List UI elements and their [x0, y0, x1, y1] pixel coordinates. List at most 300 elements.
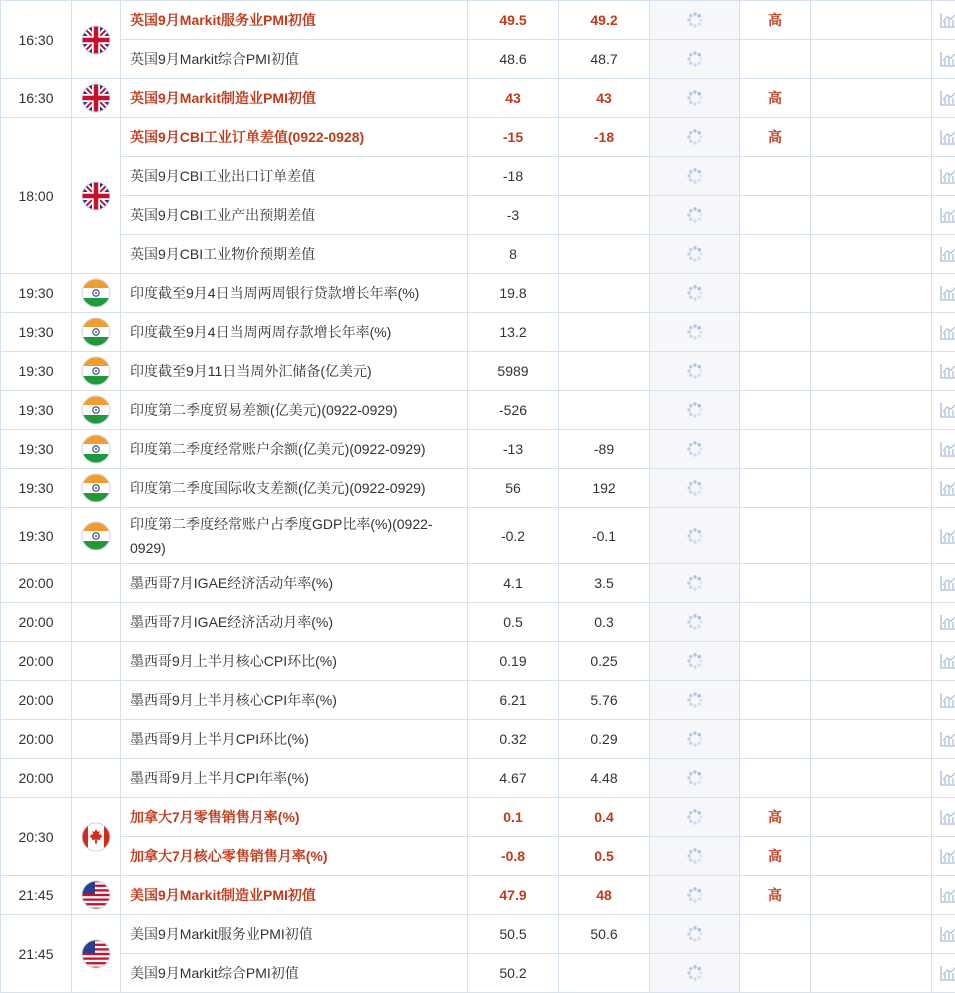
chart-icon[interactable] [939, 808, 955, 824]
loading-spinner-icon [686, 964, 704, 980]
event-name[interactable] [121, 235, 468, 274]
forecast-value [559, 681, 650, 720]
event-time [1, 79, 72, 118]
event-time-text: 19:30 [18, 324, 54, 340]
event-name-text[interactable]: 英国9月Markit制造业PMI初值 [130, 90, 316, 106]
event-name-text[interactable]: 英国9月CBI工业订单差值(0922-0928) [130, 129, 365, 145]
event-time-text: 20:00 [18, 692, 54, 708]
chart-icon[interactable] [939, 769, 955, 785]
chart-link[interactable] [932, 798, 955, 837]
event-time-text: 19:30 [18, 527, 54, 544]
table-row [1, 274, 955, 313]
forecast-value-text: 0.25 [590, 653, 618, 669]
loading-spinner-icon [686, 11, 704, 27]
event-name[interactable] [121, 313, 468, 352]
importance-label: 高 [768, 129, 782, 145]
event-time-text: 19:30 [18, 363, 54, 379]
actual-value-pending [650, 564, 740, 603]
india-flag-icon [81, 440, 111, 456]
event-name[interactable] [121, 837, 468, 876]
country-flag-cell [72, 313, 121, 352]
loading-spinner-icon [686, 526, 704, 542]
country-flag-cell [72, 469, 121, 508]
us-flag-icon [81, 944, 111, 960]
interpretation-cell [811, 313, 932, 352]
chart-icon[interactable] [939, 652, 955, 668]
event-name[interactable] [121, 603, 468, 642]
interpretation-cell [811, 196, 932, 235]
loading-spinner-icon [686, 284, 704, 300]
event-name-text[interactable]: 印度截至9月11日当周外汇储备(亿美元) [130, 363, 372, 379]
forecast-value-text: -89 [593, 441, 615, 457]
event-time [1, 798, 72, 876]
forecast-value [559, 876, 650, 915]
previous-value-text: -15 [502, 129, 524, 145]
chart-icon[interactable] [939, 245, 955, 261]
chart-icon[interactable] [939, 964, 955, 980]
chart-link[interactable] [932, 79, 955, 118]
loading-spinner-icon [686, 652, 704, 668]
event-name-text[interactable]: 印度截至9月4日当周两周存款增长年率(%) [130, 324, 392, 340]
event-name-text[interactable]: 墨西哥7月IGAE经济活动月率(%) [130, 614, 334, 630]
actual-value-pending [650, 391, 740, 430]
forecast-value [559, 469, 650, 508]
event-name[interactable] [121, 954, 468, 993]
actual-value-pending [650, 759, 740, 798]
country-flag-cell [72, 79, 121, 118]
event-name[interactable] [121, 157, 468, 196]
event-name-text[interactable]: 墨西哥9月上半月CPI环比(%) [130, 731, 309, 747]
event-time-text: 20:00 [18, 770, 54, 786]
forecast-value [559, 603, 650, 642]
event-name-text[interactable]: 英国9月CBI工业物价预期差值 [130, 246, 316, 262]
previous-value-text: 49.5 [499, 12, 527, 28]
previous-value [468, 759, 559, 798]
interpretation-cell [811, 915, 932, 954]
country-flag-cell [72, 798, 121, 876]
forecast-value [559, 79, 650, 118]
previous-value-text: 0.19 [499, 653, 527, 669]
previous-value [468, 274, 559, 313]
chart-icon[interactable] [939, 847, 955, 863]
event-name-text[interactable]: 墨西哥9月上半月CPI年率(%) [130, 770, 309, 786]
event-name-text[interactable]: 英国9月CBI工业出口订单差值 [130, 168, 316, 184]
calendar-body [1, 1, 955, 993]
chart-icon[interactable] [939, 284, 955, 300]
country-flag-cell [72, 720, 121, 759]
previous-value [468, 469, 559, 508]
chart-icon[interactable] [939, 323, 955, 339]
forecast-value [559, 235, 650, 274]
table-row [1, 681, 955, 720]
event-name[interactable] [121, 274, 468, 313]
forecast-value-text: 48 [596, 887, 612, 903]
previous-value-text: 56 [505, 480, 521, 496]
event-time-text: 16:30 [18, 90, 54, 106]
previous-value [468, 564, 559, 603]
event-name[interactable] [121, 642, 468, 681]
event-name[interactable] [121, 40, 468, 79]
event-time-text: 18:00 [18, 187, 54, 204]
forecast-value-text: 43 [596, 90, 612, 106]
event-name-text[interactable]: 印度第二季度贸易差额(亿美元)(0922-0929) [130, 402, 398, 418]
table-row [1, 352, 955, 391]
loading-spinner-icon [686, 167, 704, 183]
interpretation-cell [811, 759, 932, 798]
event-name-text[interactable]: 英国9月CBI工业产出预期差值 [130, 207, 316, 223]
chart-icon[interactable] [939, 167, 955, 183]
importance-cell [740, 798, 811, 837]
chart-icon[interactable] [939, 613, 955, 629]
previous-value [468, 40, 559, 79]
interpretation-cell [811, 681, 932, 720]
forecast-value [559, 954, 650, 993]
table-row [1, 798, 955, 837]
event-name[interactable] [121, 508, 468, 564]
actual-value-pending [650, 681, 740, 720]
chart-link[interactable] [932, 876, 955, 915]
event-time-text: 20:00 [18, 614, 54, 630]
chart-link[interactable] [932, 274, 955, 313]
interpretation-cell [811, 720, 932, 759]
chart-link[interactable] [932, 469, 955, 508]
importance-cell [740, 876, 811, 915]
event-name[interactable] [121, 118, 468, 157]
forecast-value [559, 508, 650, 564]
chart-link[interactable] [932, 603, 955, 642]
table-row [1, 430, 955, 469]
india-flag-icon [81, 362, 111, 378]
forecast-value [559, 564, 650, 603]
event-time [1, 915, 72, 993]
forecast-value [559, 837, 650, 876]
actual-value-pending [650, 274, 740, 313]
event-name-text[interactable]: 印度第二季度经常账户余额(亿美元)(0922-0929) [130, 441, 426, 457]
event-time-text: 20:00 [18, 653, 54, 669]
event-name-text[interactable]: 墨西哥9月上半月核心CPI环比(%) [130, 653, 337, 669]
importance-label: 高 [768, 90, 782, 106]
importance-cell [740, 915, 811, 954]
actual-value-pending [650, 798, 740, 837]
event-name-text[interactable]: 英国9月Markit服务业PMI初值 [130, 12, 316, 28]
event-name[interactable] [121, 352, 468, 391]
previous-value [468, 430, 559, 469]
forecast-value-text: 48.7 [590, 51, 618, 67]
chart-icon[interactable] [939, 691, 955, 707]
actual-value-pending [650, 40, 740, 79]
event-time [1, 759, 72, 798]
event-time-text: 21:45 [18, 887, 54, 903]
country-flag-cell [72, 564, 121, 603]
country-flag-cell [72, 508, 121, 564]
previous-value-text: 4.67 [499, 770, 527, 786]
loading-spinner-icon [686, 89, 704, 105]
chart-link[interactable] [932, 313, 955, 352]
chart-link[interactable] [932, 430, 955, 469]
previous-value [468, 642, 559, 681]
event-name[interactable] [121, 1, 468, 40]
actual-value-pending [650, 196, 740, 235]
loading-spinner-icon [686, 847, 704, 863]
canada-flag-icon [81, 827, 111, 843]
loading-spinner-icon [686, 574, 704, 590]
interpretation-cell [811, 798, 932, 837]
chart-icon[interactable] [939, 526, 955, 542]
forecast-value-text: 0.3 [594, 614, 614, 630]
table-row [1, 837, 955, 876]
chart-link[interactable] [932, 915, 955, 954]
actual-value-pending [650, 79, 740, 118]
event-name[interactable] [121, 391, 468, 430]
event-time [1, 430, 72, 469]
event-time-text: 20:00 [18, 575, 54, 591]
event-name-text[interactable]: 英国9月Markit综合PMI初值 [130, 51, 299, 67]
chart-link[interactable] [932, 196, 955, 235]
forecast-value-text: 49.2 [590, 12, 618, 28]
india-flag-icon [81, 323, 111, 339]
chart-link[interactable] [932, 681, 955, 720]
previous-value-text: 50.5 [499, 926, 527, 942]
importance-cell [740, 954, 811, 993]
previous-value [468, 1, 559, 40]
event-time [1, 603, 72, 642]
event-name[interactable] [121, 798, 468, 837]
us-flag-icon [81, 886, 111, 902]
chart-link[interactable] [932, 759, 955, 798]
forecast-value [559, 759, 650, 798]
event-name[interactable] [121, 720, 468, 759]
event-name-text[interactable]: 加拿大7月零售销售月率(%) [130, 809, 300, 825]
actual-value-pending [650, 876, 740, 915]
actual-value-pending [650, 430, 740, 469]
loading-spinner-icon [686, 50, 704, 66]
uk-flag-icon [81, 89, 111, 105]
actual-value-pending [650, 642, 740, 681]
actual-value-pending [650, 352, 740, 391]
chart-icon[interactable] [939, 362, 955, 378]
actual-value-pending [650, 837, 740, 876]
previous-value-text: 47.9 [499, 887, 527, 903]
interpretation-cell [811, 118, 932, 157]
country-flag-cell [72, 430, 121, 469]
importance-label: 高 [768, 12, 782, 28]
country-flag-cell [72, 1, 121, 79]
event-name[interactable] [121, 79, 468, 118]
importance-label: 高 [768, 809, 782, 825]
chart-icon[interactable] [939, 479, 955, 495]
importance-cell [740, 40, 811, 79]
country-flag-cell [72, 352, 121, 391]
actual-value-pending [650, 603, 740, 642]
event-time [1, 274, 72, 313]
chart-link[interactable] [932, 157, 955, 196]
chart-link[interactable] [932, 837, 955, 876]
table-row [1, 313, 955, 352]
table-row [1, 603, 955, 642]
interpretation-cell [811, 469, 932, 508]
importance-cell [740, 837, 811, 876]
event-name-text[interactable]: 墨西哥9月上半月核心CPI年率(%) [130, 692, 337, 708]
chart-icon[interactable] [939, 89, 955, 105]
previous-value-text: 5989 [497, 363, 529, 379]
event-name-text[interactable]: 美国9月Markit制造业PMI初值 [130, 887, 316, 903]
chart-link[interactable] [932, 564, 955, 603]
loading-spinner-icon [686, 440, 704, 456]
actual-value-pending [650, 313, 740, 352]
chart-link[interactable] [932, 118, 955, 157]
forecast-value [559, 391, 650, 430]
interpretation-cell [811, 40, 932, 79]
india-flag-icon [81, 401, 111, 417]
interpretation-cell [811, 954, 932, 993]
previous-value [468, 720, 559, 759]
previous-value [468, 235, 559, 274]
previous-value [468, 118, 559, 157]
importance-label: 高 [768, 848, 782, 864]
importance-cell [740, 352, 811, 391]
event-time [1, 720, 72, 759]
previous-value [468, 876, 559, 915]
forecast-value-text: 0.29 [590, 731, 618, 747]
chart-icon[interactable] [939, 401, 955, 417]
event-name-text[interactable]: 美国9月Markit服务业PMI初值 [130, 926, 313, 942]
table-row [1, 391, 955, 430]
loading-spinner-icon [686, 730, 704, 746]
previous-value [468, 954, 559, 993]
interpretation-cell [811, 235, 932, 274]
event-time-text: 20:30 [18, 828, 54, 845]
event-name-text[interactable]: 美国9月Markit综合PMI初值 [130, 965, 299, 981]
event-time-text: 19:30 [18, 480, 54, 496]
chart-link[interactable] [932, 642, 955, 681]
forecast-value [559, 157, 650, 196]
event-time [1, 508, 72, 564]
actual-value-pending [650, 469, 740, 508]
event-time-text: 20:00 [18, 731, 54, 747]
chart-link[interactable] [932, 40, 955, 79]
chart-icon[interactable] [939, 574, 955, 590]
importance-cell [740, 1, 811, 40]
previous-value-text: 0.5 [503, 614, 523, 630]
india-flag-icon [81, 284, 111, 300]
event-name-text[interactable]: 印度第二季度经常账户占季度GDP比率(%)(0922-0929) [130, 515, 433, 556]
forecast-value-text: 0.4 [594, 809, 614, 825]
event-time-text: 19:30 [18, 441, 54, 457]
table-row [1, 79, 955, 118]
table-row [1, 235, 955, 274]
actual-value-pending [650, 954, 740, 993]
previous-value [468, 196, 559, 235]
importance-cell [740, 759, 811, 798]
chart-link[interactable] [932, 1, 955, 40]
country-flag-cell [72, 603, 121, 642]
actual-value-pending [650, 118, 740, 157]
chart-icon[interactable] [939, 925, 955, 941]
chart-link[interactable] [932, 352, 955, 391]
loading-spinner-icon [686, 245, 704, 261]
event-name-text[interactable]: 印度第二季度国际收支差额(亿美元)(0922-0929) [130, 480, 426, 496]
previous-value-text: 13.2 [499, 324, 527, 340]
previous-value-text: -3 [506, 207, 520, 223]
forecast-value-text: 0.5 [594, 848, 614, 864]
event-name[interactable] [121, 196, 468, 235]
forecast-value [559, 196, 650, 235]
event-name[interactable] [121, 469, 468, 508]
event-time-text: 19:30 [18, 402, 54, 418]
previous-value-text: 6.21 [499, 692, 527, 708]
chart-icon[interactable] [939, 886, 955, 902]
chart-link[interactable] [932, 954, 955, 993]
chart-link[interactable] [932, 508, 955, 564]
forecast-value [559, 720, 650, 759]
interpretation-cell [811, 274, 932, 313]
importance-cell [740, 469, 811, 508]
table-row [1, 915, 955, 954]
event-time [1, 391, 72, 430]
country-flag-cell [72, 759, 121, 798]
uk-flag-icon [81, 186, 111, 202]
previous-value-text: -18 [502, 168, 524, 184]
loading-spinner-icon [686, 401, 704, 417]
chart-link[interactable] [932, 720, 955, 759]
forecast-value [559, 313, 650, 352]
event-name-text[interactable]: 加拿大7月核心零售销售月率(%) [130, 848, 328, 864]
chart-icon[interactable] [939, 50, 955, 66]
importance-label: 高 [768, 887, 782, 903]
chart-icon[interactable] [939, 206, 955, 222]
importance-cell [740, 391, 811, 430]
event-name[interactable] [121, 681, 468, 720]
chart-link[interactable] [932, 235, 955, 274]
interpretation-cell [811, 508, 932, 564]
event-time [1, 118, 72, 274]
previous-value-text: 4.1 [503, 575, 523, 591]
interpretation-cell [811, 642, 932, 681]
event-name[interactable] [121, 759, 468, 798]
event-time-text: 19:30 [18, 285, 54, 301]
importance-cell [740, 564, 811, 603]
chart-icon[interactable] [939, 730, 955, 746]
event-name-text[interactable]: 印度截至9月4日当周两周银行贷款增长年率(%) [130, 285, 420, 301]
forecast-value-text: 5.76 [590, 692, 618, 708]
event-name[interactable] [121, 564, 468, 603]
forecast-value-text: 192 [592, 480, 616, 496]
previous-value-text: 48.6 [499, 51, 527, 67]
loading-spinner-icon [686, 206, 704, 222]
event-time-text: 21:45 [18, 945, 54, 962]
event-name[interactable] [121, 876, 468, 915]
event-name-text[interactable]: 墨西哥7月IGAE经济活动年率(%) [130, 575, 334, 591]
previous-value [468, 603, 559, 642]
previous-value-text: -0.2 [500, 527, 526, 544]
importance-cell [740, 313, 811, 352]
chart-icon[interactable] [939, 11, 955, 27]
loading-spinner-icon [686, 323, 704, 339]
chart-link[interactable] [932, 391, 955, 430]
forecast-value-text: 4.48 [590, 770, 618, 786]
interpretation-cell [811, 876, 932, 915]
chart-icon[interactable] [939, 440, 955, 456]
previous-value-text: 50.2 [499, 965, 527, 981]
interpretation-cell [811, 352, 932, 391]
india-flag-icon [81, 479, 111, 495]
forecast-value-text: -18 [593, 129, 615, 145]
event-name[interactable] [121, 430, 468, 469]
event-name[interactable] [121, 915, 468, 954]
interpretation-cell [811, 837, 932, 876]
chart-icon[interactable] [939, 128, 955, 144]
interpretation-cell [811, 430, 932, 469]
